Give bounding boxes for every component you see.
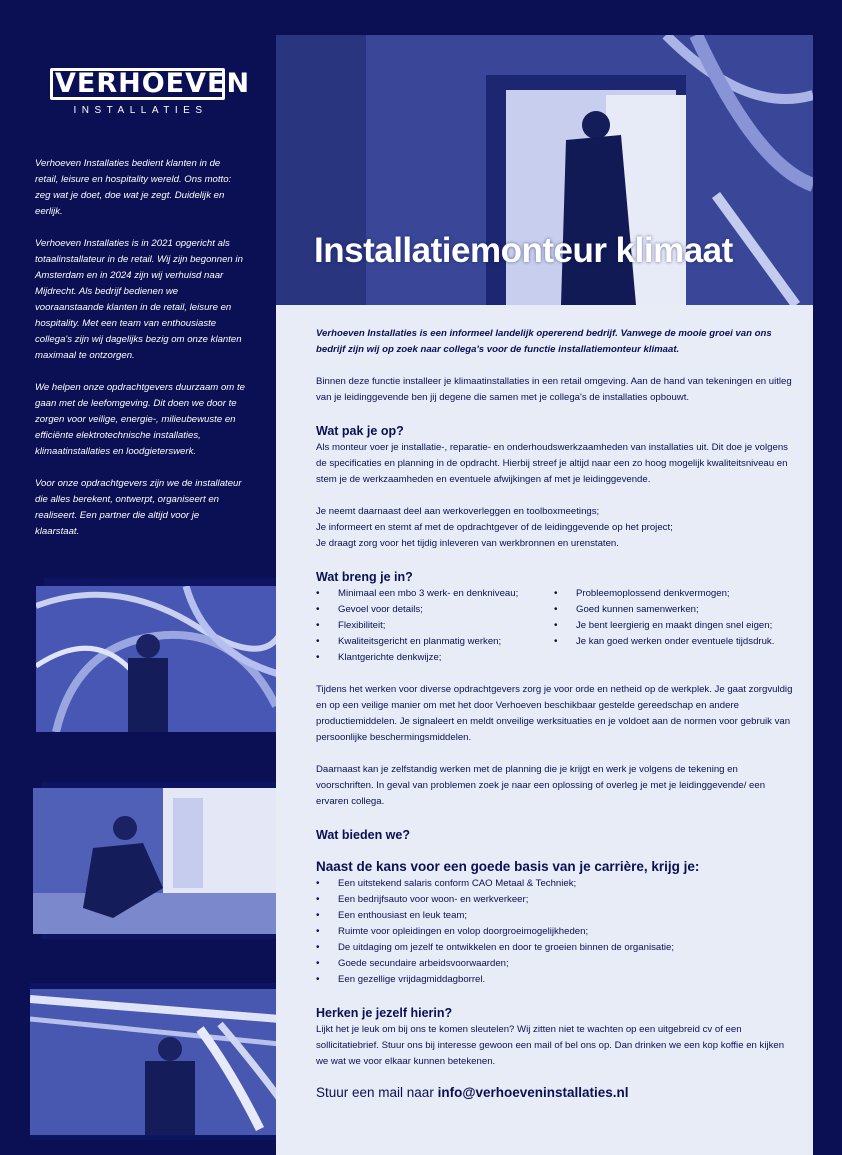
offer-subheading: Naast de kans voor een goede basis van je carrière, krijg je: xyxy=(316,859,700,874)
list-item: • Gevoel voor details; xyxy=(316,602,554,618)
intro-text: Verhoeven Installaties is een informeel landelijk opererend bedrijf. Vanwege de mooie groei van ons bedrijf zijn wij op zoek naar collega's voor de functie installatiemonteur klimaat. xyxy=(316,328,772,355)
section-heading-apply: Herken je jezelf hierin? xyxy=(316,1006,453,1020)
photo-technician-pipes xyxy=(36,586,286,732)
requirements-list-1 xyxy=(316,586,554,666)
task-line: Je informeert en stemt af met de opdrachtgever of de leidinggevende op het project; xyxy=(316,522,673,533)
offer-list xyxy=(316,876,794,988)
logo-wordmark: VERHOEVEN xyxy=(50,68,225,100)
logo-subtitle: INSTALLATIES xyxy=(73,105,208,116)
list-item: • Kwaliteitsgericht en planmatig werken; xyxy=(316,634,554,650)
list-item: • De uitdaging om jezelf te ontwikkelen en door te groeien binnen de organisatie; xyxy=(316,940,794,956)
list-item: • Goede secundaire arbeidsvoorwaarden; xyxy=(316,956,794,972)
list-item: • Je bent leergierig en maakt dingen snel eigen; xyxy=(554,618,794,634)
requirements-columns xyxy=(316,586,794,666)
list-item: • Je kan goed werken onder eventuele tijdsdruk. xyxy=(554,634,794,650)
list-item: • Minimaal een mbo 3 werk- en denkniveau; xyxy=(316,586,554,602)
list-item: • Een enthousiast en leuk team; xyxy=(316,908,794,924)
requirements-list-2 xyxy=(554,586,794,666)
task-line: Je neemt daarnaast deel aan werkoverleggen en toolboxmeetings; xyxy=(316,506,600,517)
sidebar-paragraph: Verhoeven Installaties bedient klanten in de retail, leisure en hospitality wereld. Ons motto: zeg wat je doet, doe wat je zegt. Duidelijk en eerlijk. xyxy=(35,158,232,217)
list-item: • Een bedrijfsauto voor woon- en werkverkeer; xyxy=(316,892,794,908)
tasks-text: Als monteur voer je installatie-, reparatie- en onderhoudswerkzaamheden van installaties uit. Dit doe je volgens de specificaties en planning in de opdracht. Hierbij streef je altijd naar een zo hoog mogelijk kwaliteitsniveau en stem je de werkzaamheden en eventuele afwijkingen af met je leidinggevende. xyxy=(316,442,788,485)
apply-text: Lijkt het je leuk om bij ons te komen sleutelen? Wij zitten niet te wachten op een uitgebreid cv of een sollicitatiebrief. Stuur ons bij interesse gewoon een mail of bel ons op. Dan drinken we een kop koffie en kijken we wat we voor elkaar kunnen betekenen. xyxy=(316,1024,785,1067)
planning-text: Daarnaast kan je zelfstandig werken met de planning die je krijgt en werk je volgens de tekening en voorschriften. In geval van problemen zoek je naar een oplossing of overleg je met je leidinggevende/ een ervaren collega. xyxy=(316,764,766,807)
list-item: • Goed kunnen samenwerken; xyxy=(554,602,794,618)
list-item: • Ruimte voor opleidingen en volop doorgroeimogelijkheden; xyxy=(316,924,794,940)
photo-technician-ceiling xyxy=(30,989,280,1135)
list-item: • Klantgerichte denkwijze; xyxy=(316,650,554,666)
email-link[interactable]: info@verhoeveninstallaties.nl xyxy=(437,1085,629,1100)
sidebar-paragraph: We helpen onze opdrachtgevers duurzaam om te gaan met de leefomgeving. Dit doen we door te zorgen voor veilige, energie-, milieubewuste en efficiënte elektrotechnische installaties, klimaatinstallaties en loodgieterswerk. xyxy=(35,382,245,457)
contact-line xyxy=(316,1085,794,1101)
task-line: Je draagt zorg voor het tijdig inleveren van werkbronnen en urenstaten. xyxy=(316,538,619,549)
intro-text-2: Binnen deze functie installeer je klimaatinstallaties in een retail omgeving. Aan de hand van tekeningen en uitleg van je leidinggevende ben jij degene die samen met je collega's de installaties opbouwt. xyxy=(316,376,792,403)
safety-text: Tijdens het werken voor diverse opdrachtgevers zorg je voor orde en netheid op de werkplek. Je gaat zorgvuldig en op een veilige manier om met het door Verhoeven beschikbaar gestelde gereedschap en andere productiemiddelen. Je signaleert en meldt onveilige werksituaties en je voldoet aan de normen voor gebruik van persoonlijke beschermingsmiddelen. xyxy=(316,684,793,743)
list-item: • Probleemoplossend denkvermogen; xyxy=(554,586,794,602)
section-heading-requirements: Wat breng je in? xyxy=(316,570,413,584)
hero-image xyxy=(276,35,813,305)
sidebar-about xyxy=(35,156,245,556)
list-item: • Flexibiliteit; xyxy=(316,618,554,634)
photo-technician-unit xyxy=(33,788,280,934)
section-heading-offer: Wat bieden we? xyxy=(316,828,410,842)
sidebar-paragraph: Voor onze opdrachtgevers zijn we de installateur die alles berekent, ontwerpt, organiseert en realiseert. Een partner die altijd voor je klaarstaat. xyxy=(35,478,242,537)
list-item: • Een uitstekend salaris conform CAO Metaal & Techniek; xyxy=(316,876,794,892)
list-item: • Een gezellige vrijdagmiddagborrel. xyxy=(316,972,794,988)
job-title: Installatiemonteur klimaat xyxy=(314,231,733,270)
job-description xyxy=(316,326,794,1101)
tasks-lines xyxy=(316,504,794,552)
sidebar-paragraph: Verhoeven Installaties is in 2021 opgericht als totaalinstallateur in de retail. Wij zijn begonnen in Amsterdam en in 2024 zijn wij verhuisd naar Mijdrecht. Als bedrijf bedienen we vooraanstaande klanten in de retail, leisure en hospitality. Met een team van enthousiaste collega's zijn wij dagelijks bezig om onze klanten maximaal te ontzorgen. xyxy=(35,238,243,361)
mail-prefix: Stuur een mail naar xyxy=(316,1085,438,1100)
section-heading-tasks: Wat pak je op? xyxy=(316,424,404,438)
company-logo xyxy=(50,68,251,116)
